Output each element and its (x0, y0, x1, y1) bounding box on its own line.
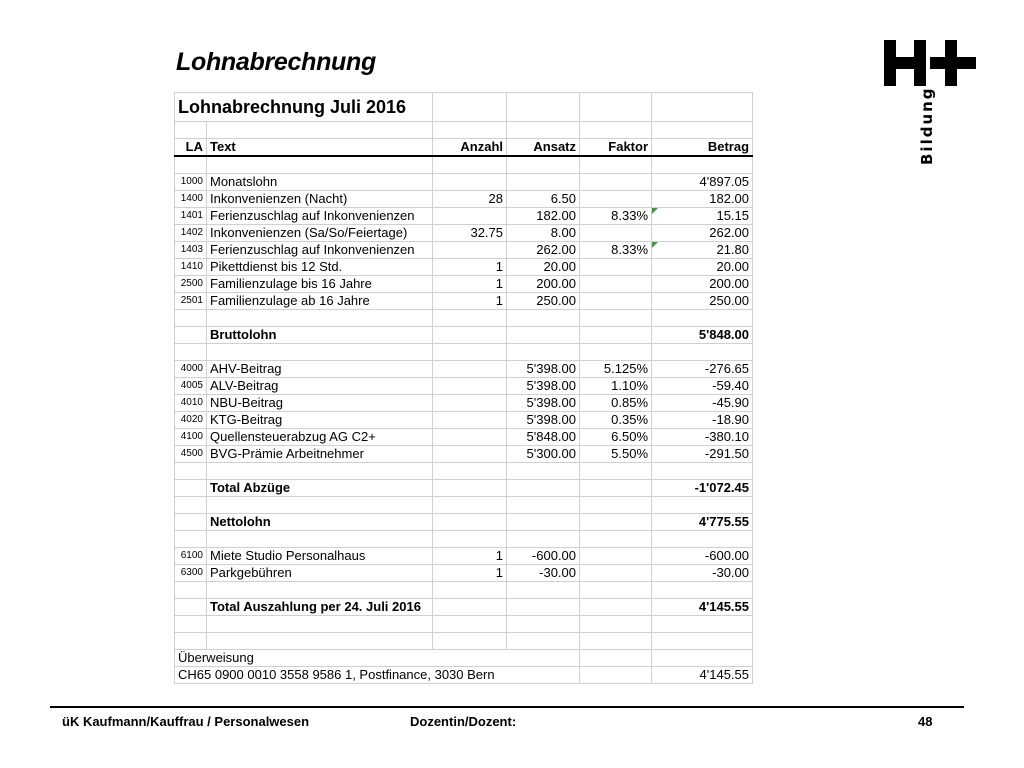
cell (207, 156, 433, 174)
cell (507, 531, 580, 548)
total-label: Total Abzüge (207, 480, 433, 497)
total-row (175, 327, 753, 344)
cell (433, 531, 507, 548)
row-ansatz: 262.00 (507, 242, 580, 259)
table-row (175, 276, 753, 293)
cell (507, 497, 580, 514)
cell (652, 93, 753, 122)
la-code: 6100 (175, 548, 207, 565)
row-ansatz: 6.50 (507, 191, 580, 208)
cell (507, 122, 580, 139)
row-faktor: 5.50% (580, 446, 652, 463)
row-anzahl: 1 (433, 293, 507, 310)
la-code: 4100 (175, 429, 207, 446)
cell (507, 633, 580, 650)
row-ansatz: -30.00 (507, 565, 580, 582)
cell (507, 514, 580, 531)
row-ansatz: 5'398.00 (507, 412, 580, 429)
header-anzahl: Anzahl (433, 139, 507, 157)
table-row (175, 208, 753, 225)
row-ansatz: 5'398.00 (507, 361, 580, 378)
blank-row (175, 497, 753, 514)
cell (175, 327, 207, 344)
row-faktor: 8.33% (580, 208, 652, 225)
blank-row (175, 344, 753, 361)
blank-row (175, 156, 753, 174)
footer-lecturer: Dozentin/Dozent: (410, 714, 517, 729)
row-ansatz (507, 174, 580, 191)
row-faktor: 5.125% (580, 361, 652, 378)
cell (433, 497, 507, 514)
row-anzahl (433, 446, 507, 463)
note-row (175, 667, 753, 684)
cell (507, 480, 580, 497)
cell (580, 122, 652, 139)
cell (652, 531, 753, 548)
table-row (175, 174, 753, 191)
row-text: Inkonvenienzen (Nacht) (207, 191, 433, 208)
cell (433, 122, 507, 139)
note-text: Überweisung (175, 650, 580, 667)
cell (175, 463, 207, 480)
cell (207, 616, 433, 633)
row-text: Familienzulage ab 16 Jahre (207, 293, 433, 310)
cell (175, 582, 207, 599)
cell (580, 327, 652, 344)
row-anzahl (433, 242, 507, 259)
row-ansatz: 200.00 (507, 276, 580, 293)
row-faktor (580, 191, 652, 208)
cell (580, 480, 652, 497)
cell (580, 531, 652, 548)
row-faktor (580, 225, 652, 242)
blank-row (175, 463, 753, 480)
cell (175, 616, 207, 633)
cell (433, 514, 507, 531)
cell (652, 310, 753, 327)
cell (507, 599, 580, 616)
row-betrag: 20.00 (652, 259, 753, 276)
note-text: CH65 0900 0010 3558 9586 1, Postfinance, 3030 Bern (175, 667, 580, 684)
cell (433, 616, 507, 633)
cell (507, 344, 580, 361)
row-faktor: 0.85% (580, 395, 652, 412)
la-code: 1402 (175, 225, 207, 242)
cell (507, 616, 580, 633)
row-anzahl: 1 (433, 259, 507, 276)
table-row (175, 395, 753, 412)
row-betrag: 4'897.05 (652, 174, 753, 191)
footer-course: üK Kaufmann/Kauffrau / Personalwesen (62, 714, 310, 729)
row-faktor: 0.35% (580, 412, 652, 429)
cell (175, 599, 207, 616)
cell (580, 599, 652, 616)
row-betrag: -18.90 (652, 412, 753, 429)
cell (580, 156, 652, 174)
table-row (175, 293, 753, 310)
row-text: Parkgebühren (207, 565, 433, 582)
la-code: 2501 (175, 293, 207, 310)
row-faktor (580, 276, 652, 293)
row-anzahl (433, 174, 507, 191)
cell (652, 463, 753, 480)
row-faktor: 8.33% (580, 242, 652, 259)
la-code: 1400 (175, 191, 207, 208)
cell (207, 463, 433, 480)
row-betrag: -45.90 (652, 395, 753, 412)
note-amount (652, 650, 753, 667)
sheet-title-row (175, 93, 753, 122)
cell (433, 599, 507, 616)
total-label: Total Auszahlung per 24. Juli 2016 (207, 599, 433, 616)
total-amount: 5'848.00 (652, 327, 753, 344)
row-betrag: 200.00 (652, 276, 753, 293)
cell (433, 310, 507, 327)
cell (507, 327, 580, 344)
cell (507, 156, 580, 174)
row-faktor (580, 259, 652, 276)
total-amount: -1'072.45 (652, 480, 753, 497)
table-row (175, 259, 753, 276)
row-anzahl: 32.75 (433, 225, 507, 242)
footer-page-number: 48 (918, 714, 933, 729)
blank-row (175, 633, 753, 650)
la-code: 1403 (175, 242, 207, 259)
row-faktor: 6.50% (580, 429, 652, 446)
row-text: Miete Studio Personalhaus (207, 548, 433, 565)
slide-title: Lohnabrechnung (176, 48, 376, 76)
cell (652, 616, 753, 633)
header-row (175, 139, 753, 157)
row-faktor (580, 293, 652, 310)
cell (175, 497, 207, 514)
row-betrag: 262.00 (652, 225, 753, 242)
la-code: 2500 (175, 276, 207, 293)
cell (652, 344, 753, 361)
total-amount: 4'145.55 (652, 599, 753, 616)
cell (507, 93, 580, 122)
cell (207, 310, 433, 327)
sheet-title: Lohnabrechnung Juli 2016 (175, 93, 433, 122)
total-amount: 4'775.55 (652, 514, 753, 531)
row-anzahl (433, 361, 507, 378)
row-ansatz: 182.00 (507, 208, 580, 225)
cell (175, 310, 207, 327)
row-ansatz: 250.00 (507, 293, 580, 310)
cell (175, 122, 207, 139)
row-anzahl: 1 (433, 565, 507, 582)
cell (580, 514, 652, 531)
la-code: 6300 (175, 565, 207, 582)
table-row (175, 361, 753, 378)
row-ansatz: 5'398.00 (507, 378, 580, 395)
cell (580, 633, 652, 650)
cell (652, 633, 753, 650)
row-betrag: -380.10 (652, 429, 753, 446)
la-code: 1410 (175, 259, 207, 276)
cell (580, 93, 652, 122)
cell (207, 582, 433, 599)
row-anzahl: 28 (433, 191, 507, 208)
la-code: 1000 (175, 174, 207, 191)
cell (175, 156, 207, 174)
row-text: Ferienzuschlag auf Inkonvenienzen (207, 242, 433, 259)
table-row (175, 565, 753, 582)
cell (433, 156, 507, 174)
row-faktor: 1.10% (580, 378, 652, 395)
cell (433, 344, 507, 361)
blank-row (175, 582, 753, 599)
row-text: NBU-Beitrag (207, 395, 433, 412)
row-anzahl (433, 208, 507, 225)
table-row (175, 242, 753, 259)
cell (580, 582, 652, 599)
total-row (175, 599, 753, 616)
table-row (175, 378, 753, 395)
cell (580, 463, 652, 480)
la-code: 4010 (175, 395, 207, 412)
cell (433, 463, 507, 480)
header-la: LA (175, 139, 207, 157)
blank-row (175, 310, 753, 327)
payroll-table (174, 92, 753, 684)
cell (652, 122, 753, 139)
row-betrag: 250.00 (652, 293, 753, 310)
row-anzahl (433, 378, 507, 395)
table-row (175, 446, 753, 463)
footer-divider (50, 706, 964, 708)
cell (652, 582, 753, 599)
cell (507, 582, 580, 599)
table-row (175, 548, 753, 565)
cell (433, 93, 507, 122)
row-faktor (580, 174, 652, 191)
row-text: ALV-Beitrag (207, 378, 433, 395)
cell (580, 497, 652, 514)
header-faktor: Faktor (580, 139, 652, 157)
cell (652, 156, 753, 174)
cell (207, 633, 433, 650)
table-row (175, 429, 753, 446)
cell (433, 327, 507, 344)
row-text: Monatslohn (207, 174, 433, 191)
total-row (175, 480, 753, 497)
row-anzahl: 1 (433, 276, 507, 293)
cell (175, 480, 207, 497)
spacer-row (175, 122, 753, 139)
row-ansatz: 8.00 (507, 225, 580, 242)
payroll-sheet (174, 92, 752, 684)
cell (175, 633, 207, 650)
row-ansatz: 20.00 (507, 259, 580, 276)
cell (580, 310, 652, 327)
cell (652, 497, 753, 514)
row-betrag: -276.65 (652, 361, 753, 378)
row-betrag: -59.40 (652, 378, 753, 395)
row-anzahl (433, 429, 507, 446)
table-row (175, 191, 753, 208)
cell (580, 667, 652, 684)
note-amount: 4'145.55 (652, 667, 753, 684)
blank-row (175, 616, 753, 633)
row-betrag: 15.15 (652, 208, 753, 225)
row-text: Inkonvenienzen (Sa/So/Feiertage) (207, 225, 433, 242)
row-faktor (580, 548, 652, 565)
cell (433, 480, 507, 497)
la-code: 4020 (175, 412, 207, 429)
note-row (175, 650, 753, 667)
cell (207, 122, 433, 139)
row-faktor (580, 565, 652, 582)
cell (175, 531, 207, 548)
row-anzahl (433, 395, 507, 412)
cell (175, 344, 207, 361)
header-text: Text (207, 139, 433, 157)
cell (207, 344, 433, 361)
row-betrag: 21.80 (652, 242, 753, 259)
row-betrag: -30.00 (652, 565, 753, 582)
blank-row (175, 531, 753, 548)
row-text: Pikettdienst bis 12 Std. (207, 259, 433, 276)
row-text: Familienzulage bis 16 Jahre (207, 276, 433, 293)
total-label: Nettolohn (207, 514, 433, 531)
header-ansatz: Ansatz (507, 139, 580, 157)
table-row (175, 412, 753, 429)
row-text: AHV-Beitrag (207, 361, 433, 378)
la-code: 4005 (175, 378, 207, 395)
row-betrag: -291.50 (652, 446, 753, 463)
hplus-logo-mark (882, 40, 978, 86)
cell (580, 344, 652, 361)
row-text: Ferienzuschlag auf Inkonvenienzen (207, 208, 433, 225)
row-anzahl (433, 412, 507, 429)
la-code: 4500 (175, 446, 207, 463)
row-text: Quellensteuerabzug AG C2+ (207, 429, 433, 446)
row-betrag: -600.00 (652, 548, 753, 565)
la-code: 1401 (175, 208, 207, 225)
cell (207, 497, 433, 514)
row-ansatz: 5'398.00 (507, 395, 580, 412)
cell (507, 463, 580, 480)
row-anzahl: 1 (433, 548, 507, 565)
row-text: BVG-Prämie Arbeitnehmer (207, 446, 433, 463)
cell (433, 582, 507, 599)
cell (207, 531, 433, 548)
row-ansatz: 5'300.00 (507, 446, 580, 463)
cell (580, 650, 652, 667)
la-code: 4000 (175, 361, 207, 378)
total-label: Bruttolohn (207, 327, 433, 344)
table-row (175, 225, 753, 242)
row-ansatz: -600.00 (507, 548, 580, 565)
total-row (175, 514, 753, 531)
logo-text: Bildung (918, 86, 936, 165)
cell (507, 310, 580, 327)
cell (433, 633, 507, 650)
cell (580, 616, 652, 633)
row-ansatz: 5'848.00 (507, 429, 580, 446)
row-text: KTG-Beitrag (207, 412, 433, 429)
cell (175, 514, 207, 531)
row-betrag: 182.00 (652, 191, 753, 208)
header-betrag: Betrag (652, 139, 753, 157)
